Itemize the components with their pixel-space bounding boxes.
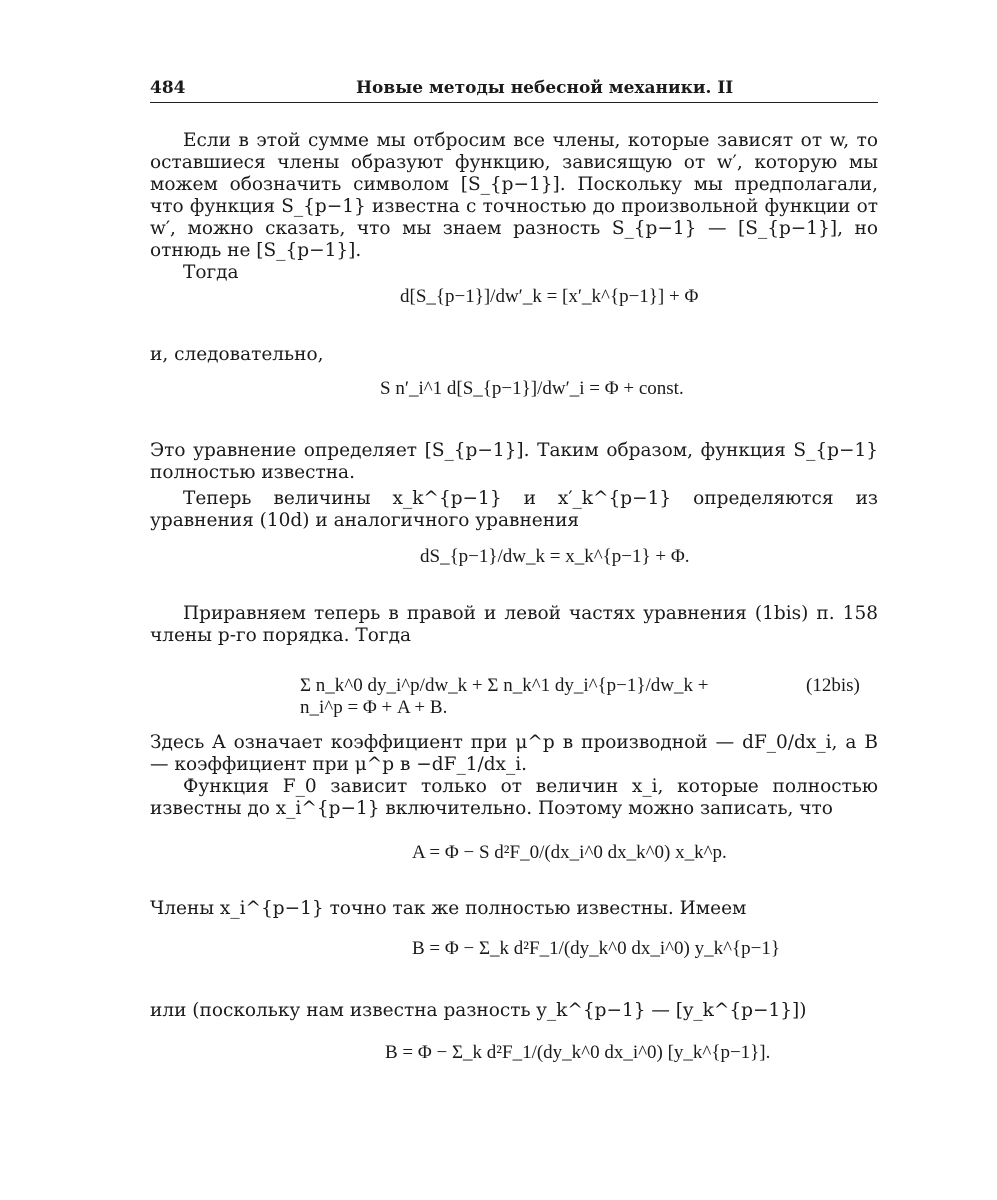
paragraph-10 [150,1000,878,1022]
paragraph-9-text: Члены x_i^{p−1} точно так же полностью известны. Имеем [150,898,747,919]
equation-7 [385,1042,770,1064]
paragraph-9 [150,898,878,920]
equation-4-text: Σ n_k^0 dy_i^p/dw_k + Σ n_k^1 dy_i^{p−1}/dw_k + n_i^p = Φ + A + B. [300,675,709,718]
equation-1-text: d[S_{p−1}]/dw′_k = [x′_k^{p−1}] + Φ [400,286,699,307]
paragraph-2 [150,262,878,284]
paragraph-6 [150,603,878,647]
equation-7-text: B = Φ − Σ_k d²F_1/(dy_k^0 dx_i^0) [y_k^{p−1}]. [385,1042,771,1063]
equation-3-text: dS_{p−1}/dw_k = x_k^{p−1} + Φ. [420,546,690,567]
paragraph-4 [150,440,878,484]
paragraph-5-text: Теперь величины x_k^{p−1} и x′_k^{p−1} определяются из уравнения (10d) и аналогичного уравнения [150,488,878,531]
paragraph-8 [150,776,878,820]
equation-4-label: (12bis) [806,675,860,696]
equation-6 [412,938,780,960]
equation-4 [300,675,740,719]
paragraph-7-text: Здесь A означает коэффициент при μ^p в производной — dF_0/dx_i, а B — коэффициент при μ^p в −dF_1/dx_i. [150,732,878,775]
paragraph-4-text: Это уравнение определяет [S_{p−1}]. Таким образом, функция S_{p−1} полностью известна. [150,440,878,483]
paragraph-1-text: Если в этой сумме мы отбросим все члены, которые зависят от w, то оставшиеся члены образуют функцию, зависящую от w′, которую мы можем обозначить символом [S_{p−1}]. Поскольку мы предполагали, что функция S_{p−1} известна с точностью до произвольной функции от w′, можно сказать, что мы знаем разность S_{p−1} — [S_{p−1}], но отнюдь не [S_{p−1}]. [150,130,878,261]
equation-5-text: A = Φ − S d²F_0/(dx_i^0 dx_k^0) x_k^p. [412,842,727,863]
page-number: 484 [150,78,186,98]
equation-6-text: B = Φ − Σ_k d²F_1/(dy_k^0 dx_i^0) y_k^{p−1} [412,938,780,959]
paragraph-8-text: Функция F_0 зависит только от величин x_i, которые полностью известны до x_i^{p−1} включительно. Поэтому можно записать, что [150,776,878,819]
paragraph-3-text: и, следовательно, [150,344,324,365]
header-rule [150,102,878,103]
paragraph-6-text: Приравняем теперь в правой и левой частях уравнения (1bis) п. 158 члены p-го порядка. Тогда [150,603,878,646]
paragraph-5 [150,488,878,532]
paragraph-2-text: Тогда [183,262,239,283]
equation-5 [412,842,727,864]
paragraph-1 [150,130,878,262]
equation-2-text: S n′_i^1 d[S_{p−1}]/dw′_i = Φ + const. [380,378,684,399]
equation-1 [400,286,698,308]
running-title: Новые методы небесной механики. II [356,78,734,98]
equation-3 [420,546,689,568]
running-header [150,78,878,104]
paragraph-3 [150,344,878,366]
equation-2 [380,378,684,400]
paragraph-7 [150,732,878,776]
paragraph-10-text: или (поскольку нам известна разность y_k^{p−1} — [y_k^{p−1}]) [150,1000,807,1021]
